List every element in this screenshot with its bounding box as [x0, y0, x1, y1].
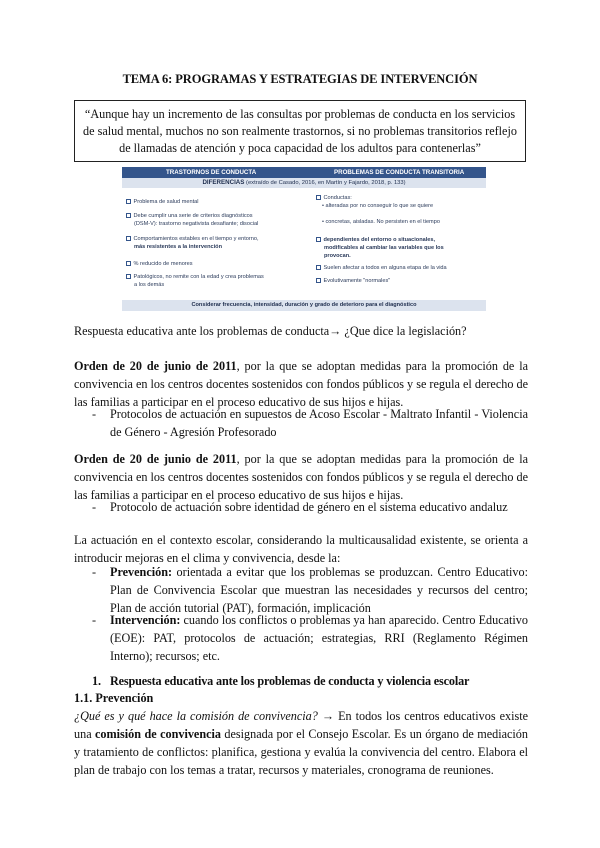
legislation-intro: Respuesta educativa ante los problemas de conducta→ ¿Que dice la legislación?: [74, 324, 467, 338]
comision-rest: designada por el Consejo Escolar. Es un órgano de mediación y tratamiento de conflictos: planifica, gestiona y evalúa la convivencia del centro. Elabora el plan de trabajo con los temas a tratar, recursos y materiales, cronograma de reuniones.: [74, 727, 528, 777]
orden-title-2: Orden de 20 de junio de 2011: [74, 452, 237, 466]
right-item: modificables al cambiar las variables que los: [324, 245, 444, 251]
intervencion-text: cuando los conflictos o problemas ya han aparecido. Centro Educativo (EOE): PAT, protocolos de actuación; estrategias, RRI (Reglamento Régimen Interno); recursos; etc.: [110, 613, 528, 663]
left-item: (DSM-V): trastorno negativista desafiante; disocial: [134, 221, 259, 227]
comision-arrow-text: → En todos los centros educativos existe una: [74, 709, 528, 741]
orden-title-1: Orden de 20 de junio de 2011: [74, 359, 237, 373]
checkbox-icon: [316, 237, 321, 242]
prevencion-text: orientada a evitar que los problemas se produzcan. Centro Educativo: Plan de Convivencia Escolar que muestran las necesidades y recursos del centro; Plan de acción tutorial (PAT), formación, implicación: [110, 565, 528, 615]
comision-bold: comisión de convivencia: [95, 727, 221, 741]
prevencion-label: Prevención:: [110, 565, 173, 579]
right-item: dependientes del entorno o situacionales,: [323, 237, 436, 243]
left-item: Comportamientos estables en el tiempo y entorno,: [133, 236, 259, 242]
comision-paragraph: [74, 707, 528, 779]
quote-box: “Aunque hay un incremento de las consultas por problemas de conducta en los servicios de salud mental, muchos no son realmente trastornos, si no problemas transitorios reflejo de llamadas de atención y poca capacidad de los adultos para contenerlas”: [74, 100, 526, 162]
prevencion-item: [110, 563, 528, 617]
dash-bullet: -: [92, 500, 97, 514]
orden-paragraph-1: [74, 357, 528, 411]
right-item: Evolutivamente "normales": [323, 278, 391, 284]
comision-question: ¿Qué es y qué hace la comisión de convivencia?: [74, 709, 318, 723]
differences-title: DIFERENCIAS: [202, 179, 245, 186]
left-item: más resistentes a la intervención: [134, 244, 222, 250]
section-title: Respuesta educativa ante los problemas de conducta y violencia escolar: [110, 674, 470, 688]
differences-source: (extraído de Casado, 2016, en Martín y Fajardo, 2018, p. 133): [246, 180, 406, 186]
dash-bullet: -: [92, 613, 97, 627]
right-item: Suelen afectar a todos en alguna etapa de la vida: [323, 265, 447, 271]
table-header: [122, 167, 486, 178]
dash-bullet: -: [92, 565, 97, 579]
left-item: % reducido de menores: [133, 261, 193, 267]
checkbox-icon: [126, 199, 131, 204]
checkbox-icon: [126, 261, 131, 266]
orden-text-1: , por la que se adoptan medidas para la promoción de la convivencia en los centros docentes sostenidos con fondos públicos y se regula el derecho de las familias a participar en el proceso educativo de sus hijos e hijas.: [74, 359, 528, 409]
left-item: Patológicos, no remite con la edad y crea problemas: [133, 274, 264, 280]
checkbox-icon: [316, 278, 321, 283]
dash-bullet: -: [92, 407, 97, 421]
orden-paragraph-2: [74, 450, 528, 504]
table-footer: Considerar frecuencia, intensidad, duración y grado de deterioro para el diagnóstico: [122, 300, 486, 311]
checkbox-icon: [126, 236, 131, 241]
orden-item-1: Protocolos de actuación en supuestos de Acoso Escolar - Maltrato Infantil - Violencia de Género - Agresión Profesorado: [110, 407, 528, 439]
orden-text-2: , por la que se adoptan medidas para la promoción de la convivencia en los centros docentes sostenidos con fondos públicos y se regula el derecho de las familias a participar en el proceso educativo de sus hijos e hijas.: [74, 452, 528, 502]
actuacion-paragraph: La actuación en el contexto escolar, considerando la multicausalidad existente, se orienta a introducir mejoras en el clima y convivencia, desde la:: [74, 533, 528, 565]
checkbox-icon: [126, 213, 131, 218]
checkbox-icon: [316, 265, 321, 270]
orden-item-2: Protocolo de actuación sobre identidad de género en el sistema educativo andaluz: [110, 500, 508, 514]
header-left: TRASTORNOS DE CONDUCTA: [166, 169, 257, 176]
differences-row: [122, 178, 486, 188]
comparison-table: [122, 167, 486, 311]
right-item: • concretas, aisladas. No persisten en el tiempo: [322, 219, 440, 225]
left-item: a los demás: [134, 282, 165, 288]
section-number: 1.: [92, 674, 101, 688]
left-item: Debe cumplir una serie de criterios diagnósticos: [133, 213, 253, 219]
header-right: PROBLEMAS DE CONDUCTA TRANSITORIA: [334, 169, 465, 176]
subsection-title: 1.1. Prevención: [74, 691, 154, 705]
checkbox-icon: [126, 274, 131, 279]
right-item: Conductas:: [323, 195, 352, 201]
intervencion-item: [110, 611, 528, 665]
checkbox-icon: [316, 195, 321, 200]
left-item: Problema de salud mental: [133, 199, 199, 205]
right-item: • alteradas por no conseguir lo que se quiere: [322, 203, 434, 209]
page-title: TEMA 6: PROGRAMAS Y ESTRATEGIAS DE INTERVENCIÓN: [122, 72, 478, 86]
intervencion-label: Intervención:: [110, 613, 181, 627]
right-item: provocan.: [324, 253, 351, 259]
